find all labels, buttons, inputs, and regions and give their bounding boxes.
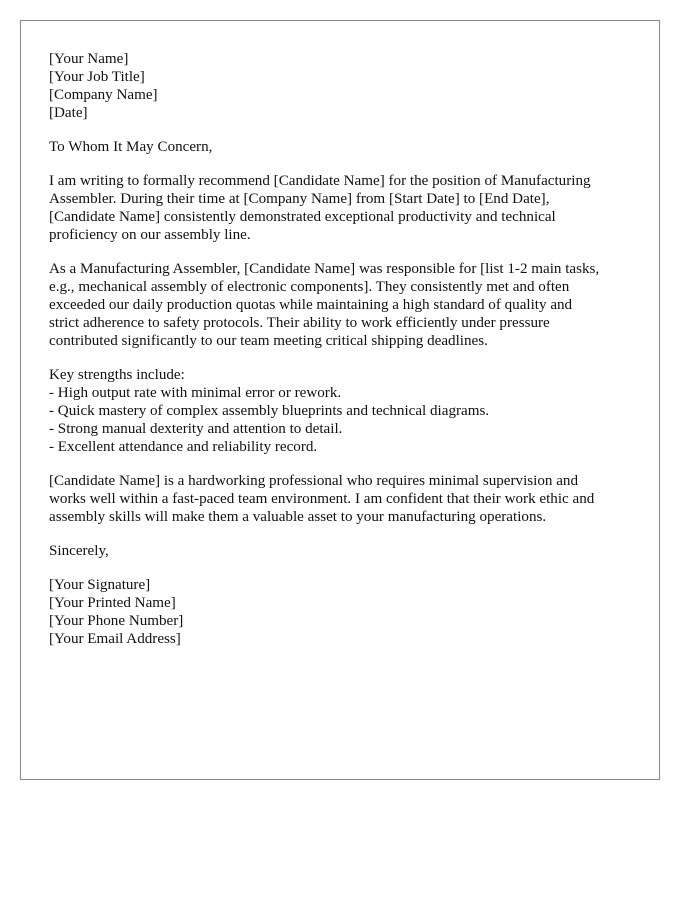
printed-name: [Your Printed Name] xyxy=(49,595,176,611)
paragraph-line: I am writing to formally recommend [Candidate Name] for the position of Manufacturing xyxy=(49,173,591,189)
signature-placeholder: [Your Signature] xyxy=(49,577,151,593)
paragraph-line: assembly skills will make them a valuable asset to your manufacturing operations. xyxy=(49,509,547,525)
paragraph-line: Assembler. During their time at [Company Name] from [Start Date] to [End Date], xyxy=(49,191,550,207)
paragraph-line: [Candidate Name] consistently demonstrated exceptional productivity and technical xyxy=(49,209,556,225)
endorsement-paragraph xyxy=(49,472,649,526)
phone-number: [Your Phone Number] xyxy=(49,613,184,629)
strength-item: - Quick mastery of complex assembly blueprints and technical diagrams. xyxy=(49,403,490,419)
paragraph-line: proficiency on our assembly line. xyxy=(49,227,251,243)
intro-paragraph xyxy=(49,172,649,244)
strengths-section xyxy=(49,366,649,456)
sender-name: [Your Name] xyxy=(49,51,129,67)
strength-item: - Excellent attendance and reliability record. xyxy=(49,439,318,455)
strength-item: - High output rate with minimal error or rework. xyxy=(49,385,342,401)
paragraph-line: exceeded our daily production quotas while maintaining a high standard of quality and xyxy=(49,297,573,313)
letter-page xyxy=(20,20,660,780)
paragraph-line: [Candidate Name] is a hardworking professional who requires minimal supervision and xyxy=(49,473,578,489)
sender-job-title: [Your Job Title] xyxy=(49,69,145,85)
paragraph-line: e.g., mechanical assembly of electronic components]. They consistently met and often xyxy=(49,279,570,295)
paragraph-line: works well within a fast-paced team environment. I am confident that their work ethic and xyxy=(49,491,595,507)
email-address: [Your Email Address] xyxy=(49,631,181,647)
closing xyxy=(49,542,649,560)
salutation xyxy=(49,138,649,156)
letter-date: [Date] xyxy=(49,105,88,121)
recommendation-letter xyxy=(49,50,649,664)
sender-company: [Company Name] xyxy=(49,87,158,103)
strengths-heading: Key strengths include: xyxy=(49,367,185,383)
paragraph-line: strict adherence to safety protocols. Their ability to work efficiently under pressure xyxy=(49,315,550,331)
paragraph-line: As a Manufacturing Assembler, [Candidate Name] was responsible for [list 1-2 main tasks, xyxy=(49,261,600,277)
closing-text: Sincerely, xyxy=(49,543,109,559)
strengths-list xyxy=(49,384,649,456)
sender-block xyxy=(49,50,649,122)
paragraph-line: contributed significantly to our team meeting critical shipping deadlines. xyxy=(49,333,488,349)
salutation-text: To Whom It May Concern, xyxy=(49,139,213,155)
responsibilities-paragraph xyxy=(49,260,649,350)
strength-item: - Strong manual dexterity and attention to detail. xyxy=(49,421,343,437)
signature-block xyxy=(49,576,649,648)
